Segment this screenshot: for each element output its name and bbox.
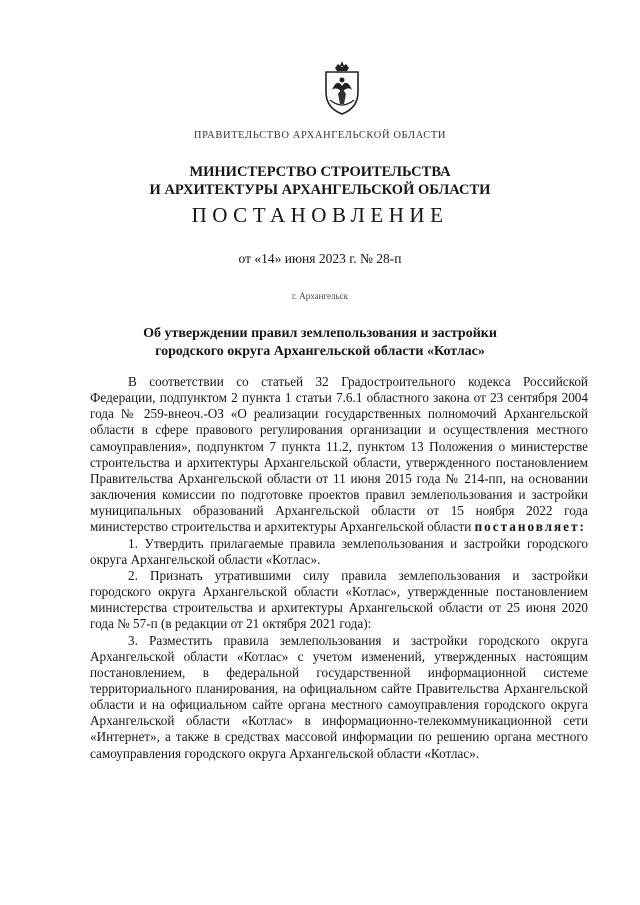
document-date-number: от «14» июня 2023 г. № 28-п: [238, 251, 402, 266]
subject-line-2: городского округа Архангельской области «Котлас»: [155, 344, 485, 359]
document-type: ПОСТАНОВЛЕНИЕ: [191, 203, 449, 227]
document-body: [90, 374, 588, 762]
preamble-text: В соответствии со статьей 32 Градостроительного кодекса Российской Федерации, подпунктом 2 пункта 1 статьи 7.6.1 областного закона от 23 сентября 2004 года № 259-внеоч.-ОЗ «О реализации государственных полномочий Архангельской области в сфере правового регулирования организации и осуществления местного самоуправления», подпунктом 7 пункта 11.2, пунктом 13 Положения о министерстве строительства и архитектуры Архангельской области, утвержденного постановлением Правительства Архангельской области от 11 июня 2015 года № 214-пп, на основании заключения комиссии по подготовке проектов правил землепользования и застройки муниципальных образований Архангельской области от 15 ноября 2022 года министерство строительства и архитектуры Архангельской области: [90, 374, 588, 535]
ministry-line-1: МИНИСТЕРСТВО СТРОИТЕЛЬСТВА: [189, 164, 451, 180]
subject-line-1: Об утверждении правил землепользования и застройки: [143, 326, 497, 341]
document-place: г. Архангельск: [292, 291, 348, 301]
preamble-paragraph: [90, 374, 588, 536]
item-1-paragraph: 1. Утвердить прилагаемые правила землепользования и застройки городского округа Архангельской области «Котлас».: [90, 535, 588, 567]
ministry-name: [0, 163, 640, 199]
coat-of-arms-icon: [318, 60, 366, 116]
ministry-line-2: И АРХИТЕКТУРЫ АРХАНГЕЛЬСКОЙ ОБЛАСТИ: [149, 182, 491, 198]
government-name: ПРАВИТЕЛЬСТВО АРХАНГЕЛЬСКОЙ ОБЛАСТИ: [193, 130, 447, 141]
item-3-paragraph: 3. Разместить правила землепользования и застройки городского округа Архангельской области «Котлас» с учетом изменений, утвержденных настоящим постановлением, в федеральной государственной информационной системе территориального планирования, на официальном сайте Правительства Архангельской области и на официальном сайте органа местного самоуправления городского округа Архангельской области «Котлас» в информационно-телекоммуникационной сети «Интернет», а также в средствах массовой информации по решению органа местного самоуправления городского округа Архангельской области «Котлас».: [90, 632, 588, 761]
resolves-keyword: постановляет:: [474, 519, 586, 535]
document-subject: [0, 325, 640, 361]
item-2-paragraph: 2. Признать утратившими силу правила землепользования и застройки городского округа Архангельской области «Котлас», утвержденные постановлением министерства строительства и архитектуры Архангельской области от 25 июня 2020 года № 57-п (в редакции от 21 октября 2021 года):: [90, 567, 588, 632]
